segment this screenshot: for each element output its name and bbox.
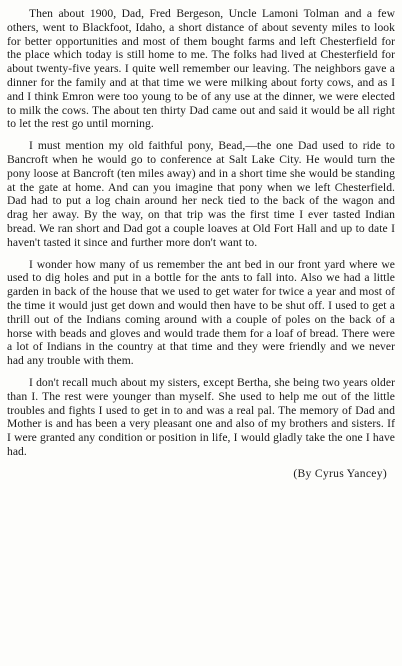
- paragraph-sisters-and-family: I don't recall much about my sisters, except Bertha, she being two years older than I. The rest were younger than myself. She used to help me out of the little troubles and fights I used to get in to and was a real pal. The memory of Dad and Mother is and has been a very pleasant one and also of my brothers and sisters. If I were granted any condition or position in life, I would gladly take the one I have had.: [7, 375, 395, 458]
- paragraph-move-to-blackfoot: Then about 1900, Dad, Fred Bergeson, Uncle Lamoni Tolman and a few others, went to Blackfoot, Idaho, a short distance of about seventy miles to look for better opportunities and most of them bought farms and left Chesterfield for the place which today is still home to me. The folks had lived at Chesterfield for about twenty-five years. I quite well remember our leaving. The neighbors gave a dinner for the family and at that time we were milking about forty cows, and as I and I think Emron were too young to be of any use at the dinner, we were elected to milk the cows. The about ten thirty Dad came out and said it would be all right to let the rest go until morning.: [7, 7, 395, 131]
- paragraph-ant-bed-and-indians: I wonder how many of us remember the ant bed in our front yard where we used to dig holes and put in a bottle for the ants to fall into. Also we had a little garden in back of the house that we used to get water for twice a year and most of the time it would just get down and would then have to be shut off. I used to get a thrill out of the Indians coming around with a couple of poles on the back of a horse with beads and gloves and would trade them for a loaf of bread. There were a lot of Indians in the country at that time and they were friendly and we never had any trouble with them.: [7, 257, 395, 368]
- paragraph-pony-bead: I must mention my old faithful pony, Bead,—the one Dad used to ride to Bancroft when he would go to conference at Salt Lake City. He would turn the pony loose at Bancroft (ten miles away) and in a short time she would be standing at the gate at home. And can you imagine that pony when we left Chesterfield. Dad had to put a log chain around her neck tied to the back of the wagon and drag her away. By the way, on that trip was the first time I ever tasted Indian bread. We ran short and Dad got a couple loaves at Old Fort Hall and up to date I haven't tasted it since and further more don't want to.: [7, 139, 395, 249]
- article-body: [7, 7, 395, 481]
- author-byline: (By Cyrus Yancey): [293, 466, 387, 480]
